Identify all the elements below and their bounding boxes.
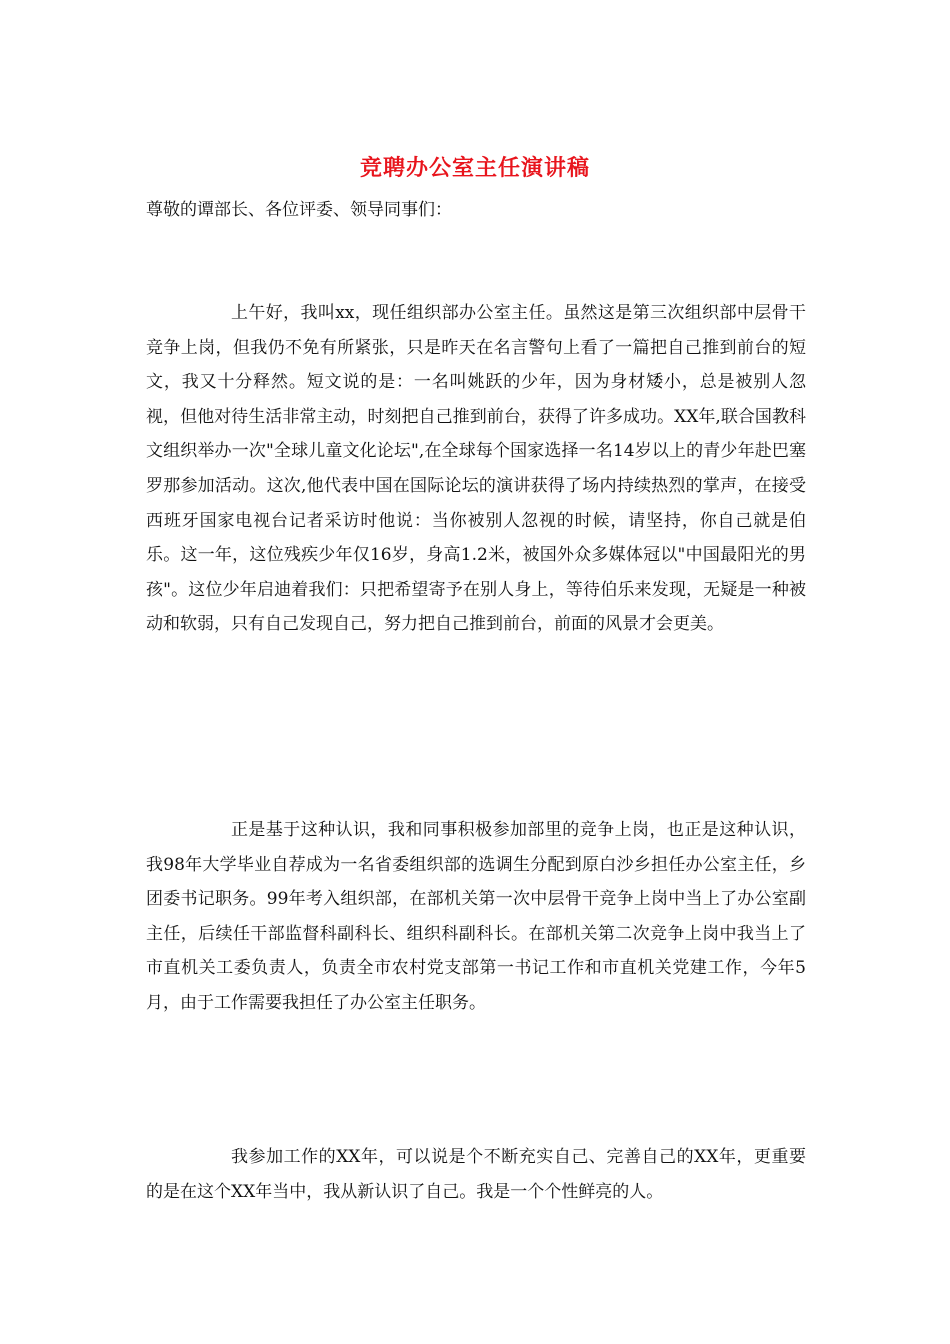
paragraph-3: 我参加工作的XX年，可以说是个不断充实自己、完善自己的XX年，更重要的是在这个XX年当中，我从新认识了自己。我是一个个性鲜亮的人。 — [146, 1147, 806, 1202]
paragraph-2: 正是基于这种认识，我和同事积极参加部里的竞争上岗，也正是这种认识，我98年大学毕业自荐成为一名省委组织部的选调生分配到原白沙乡担任办公室主任，乡团委书记职务。99年考入组织部，在部机关第一次中层骨干竞争上岗中当上了办公室副主任，后续任干部监督科副科长、组织科副科长。在部机关第二次竞争上岗中我当上了市直机关工委负责人，负责全市农村党支部第一书记工作和市直机关党建工作，今年5月，由于工作需要我担任了办公室主任职务。 — [146, 820, 806, 1013]
paragraph-1: 上午好，我叫xx，现任组织部办公室主任。虽然这是第三次组织部中层骨干竞争上岗，但我仍不免有所紧张，只是昨天在名言警句上看了一篇把自己推到前台的短文，我又十分释然。短文说的是：一名叫姚跃的少年，因为身材矮小，总是被别人忽视，但他对待生活非常主动，时刻把自己推到前台，获得了许多成功。XX年,联合国教科文组织举办一次"全球儿童文化论坛",在全球每个国家选择一名14岁以上的青少年赴巴塞罗那参加活动。这次,他代表中国在国际论坛的演讲获得了场内持续热烈的掌声，在接受西班牙国家电视台记者采访时他说：当你被别人忽视的时候，请坚持，你自己就是伯乐。这一年，这位残疾少年仅16岁，身高1.2米，被国外众多媒体冠以"中国最阳光的男孩"。这位少年启迪着我们：只把希望寄予在别人身上，等待伯乐来发现，无疑是一种被动和软弱，只有自己发现自己，努力把自己推到前台，前面的风景才会更美。 — [146, 303, 806, 635]
page-title: 竞聘办公室主任演讲稿 — [359, 155, 590, 181]
salutation: 尊敬的谭部长、各位评委、领导同事们： — [146, 200, 452, 220]
